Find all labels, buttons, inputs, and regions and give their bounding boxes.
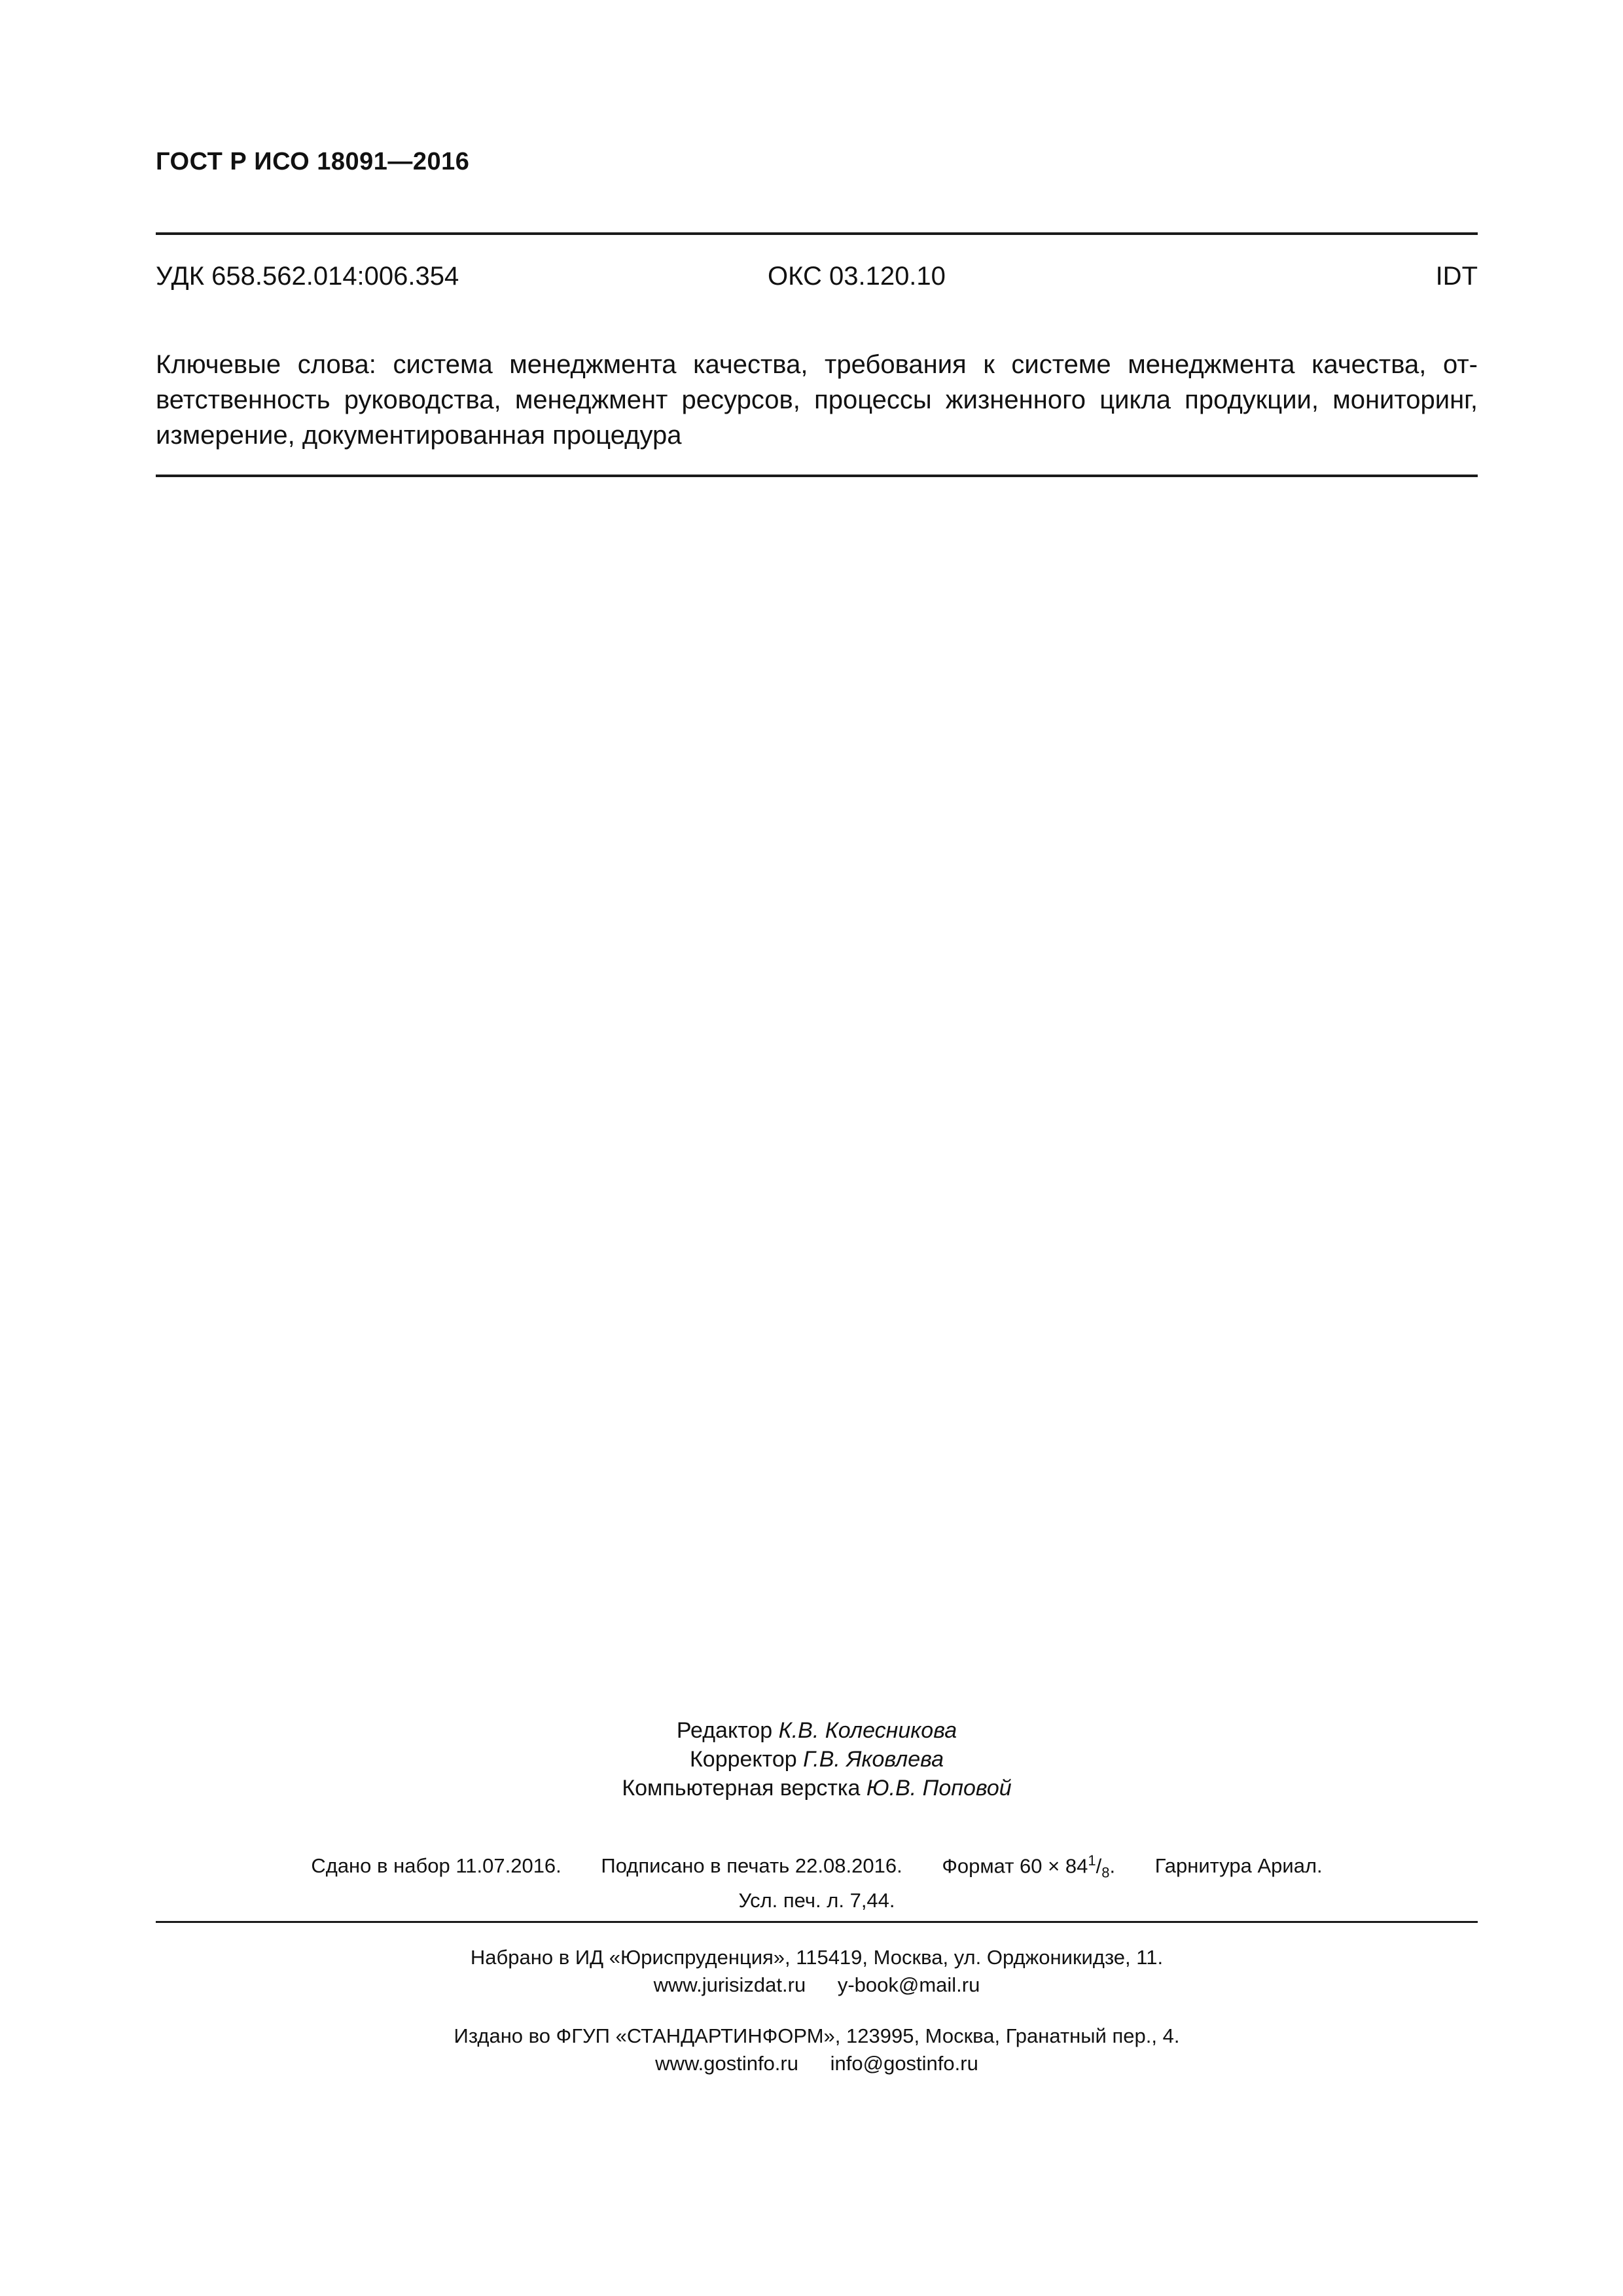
udk-code: УДК 658.562.014:006.354: [156, 262, 459, 291]
divider-after-keywords: [156, 475, 1478, 477]
format-prefix: Формат 60 × 84: [942, 1854, 1088, 1878]
print-sheets: Усл. печ. л. 7,44.: [738, 1888, 895, 1912]
corrector-role: Корректор: [689, 1747, 797, 1772]
corrector-line: [156, 1745, 1478, 1774]
divider-bottom: [156, 1921, 1478, 1923]
standard-code-header: ГОСТ Р ИСО 18091—2016: [156, 148, 470, 175]
format-suffix: .: [1109, 1854, 1116, 1878]
publisher-block: [156, 2022, 1478, 2077]
signed-date: Подписано в печать 22.08.2016.: [601, 1854, 902, 1878]
keywords-block: [156, 347, 1478, 453]
typeset-email-link[interactable]: y-book@mail.ru: [837, 1973, 980, 1996]
editor-name: К.В. Колесникова: [778, 1718, 957, 1743]
typeset-date: Сдано в набор 11.07.2016.: [311, 1854, 562, 1878]
editor-line: [156, 1716, 1478, 1745]
layout-role: Компьютерная верстка: [622, 1776, 861, 1801]
keywords-line-1: Ключевые слова: система менеджмента качества, требования к системе менеджмента качества, от-: [156, 350, 1478, 379]
keywords-line-3: измерение, документированная процедура: [156, 421, 682, 450]
format-denominator: 8: [1101, 1864, 1110, 1881]
typeface: Гарнитура Ариал.: [1154, 1854, 1323, 1878]
format-slash: /: [1096, 1854, 1102, 1878]
credits-block: [156, 1716, 1478, 1803]
classification-row: [156, 262, 1478, 295]
layout-name: Ю.В. Поповой: [866, 1776, 1012, 1801]
typeset-by: Набрано в ИД «Юриспруденция», 115419, Москва, ул. Орджоникидзе, 11.: [470, 1946, 1164, 1969]
publisher-contacts: [156, 2050, 1478, 2077]
published-by: Издано во ФГУП «СТАНДАРТИНФОРМ», 123995, Москва, Гранатный пер., 4.: [454, 2024, 1180, 2047]
paper-format: [942, 1847, 1115, 1887]
editor-role: Редактор: [676, 1718, 773, 1743]
format-numerator: 1: [1088, 1852, 1096, 1869]
typeset-publisher-block: [156, 1944, 1478, 1999]
print-info-block: [156, 1847, 1478, 1914]
oks-code: ОКС 03.120.10: [768, 262, 946, 291]
publisher-email-link[interactable]: info@gostinfo.ru: [830, 2052, 978, 2075]
corrector-name: Г.В. Яковлева: [803, 1747, 944, 1772]
divider-top: [156, 232, 1478, 235]
keywords-line-2: ветственность руководства, менеджмент ресурсов, процессы жизненного цикла продукции, мониторинг,: [156, 386, 1478, 414]
print-info-line-1: [156, 1847, 1478, 1887]
typeset-website-link[interactable]: www.jurisizdat.ru: [653, 1973, 806, 1996]
publisher-website-link[interactable]: www.gostinfo.ru: [655, 2052, 798, 2075]
layout-line: [156, 1774, 1478, 1803]
typeset-contacts: [156, 1971, 1478, 1999]
idt-marker: IDT: [1435, 262, 1478, 291]
